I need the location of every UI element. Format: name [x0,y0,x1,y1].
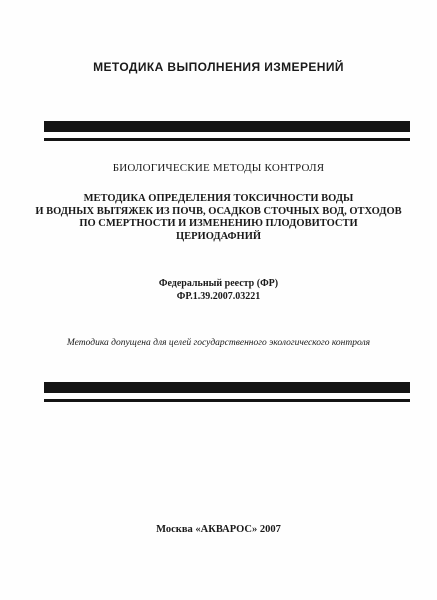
document-title [30,193,407,243]
approval-note: Методика допущена для целей государственного экологического контроля [66,338,371,348]
section-label: БИОЛОГИЧЕСКИЕ МЕТОДЫ КОНТРОЛЯ [112,162,325,174]
page-header-title: МЕТОДИКА ВЫПОЛНЕНИЯ ИЗМЕРЕНИЙ [93,60,344,74]
registry-label: Федеральный реестр (ФР) [158,278,279,289]
document-title-line: ЦЕРИОДАФНИЙ [175,230,262,242]
divider-thick-bottom [44,382,410,393]
publisher-footer: Москва «АКВАРОС» 2007 [156,524,281,535]
registry-number: ФР.1.39.2007.03221 [176,290,261,302]
document-title-line: МЕТОДИКА ОПРЕДЕЛЕНИЯ ТОКСИЧНОСТИ ВОДЫ [83,193,354,204]
divider-thin-bottom [44,399,410,402]
document-title-line: И ВОДНЫХ ВЫТЯЖЕК ИЗ ПОЧВ, ОСАДКОВ СТОЧНЫХ ВОД, ОТХОДОВ [35,205,402,217]
document-title-line: ПО СМЕРТНОСТИ И ИЗМЕНЕНИЮ ПЛОДОВИТОСТИ [79,218,358,229]
divider-thin-top [44,138,410,141]
registry-block [0,278,437,303]
divider-thick-top [44,121,410,132]
